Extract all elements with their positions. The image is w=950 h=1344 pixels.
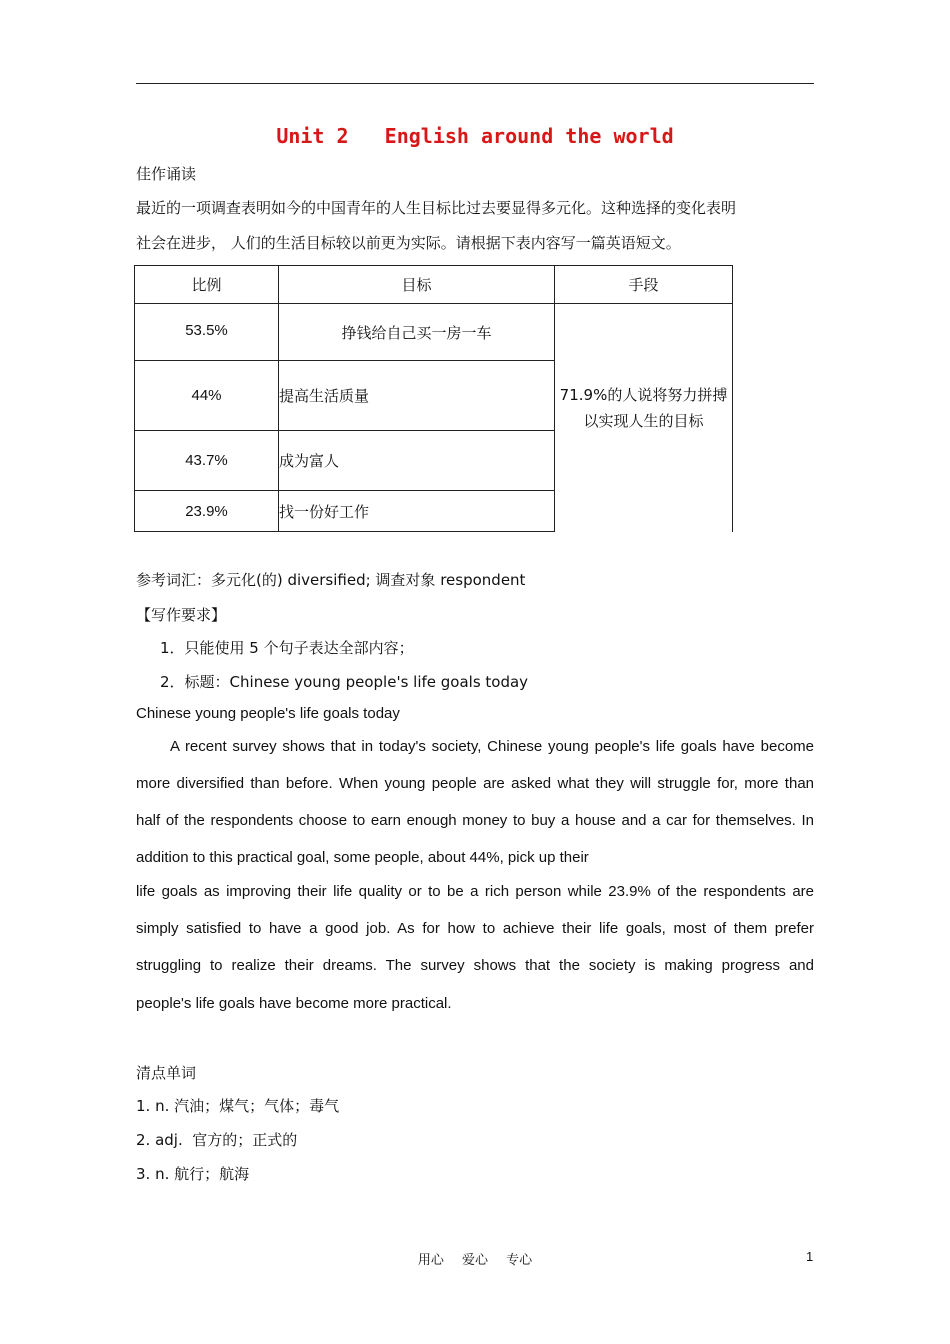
page-number: 1 — [806, 1249, 814, 1264]
essay-line-1: A recent survey shows that in today's society, Chinese young people's life goals have become — [170, 738, 814, 755]
essay-line-8: people's life goals have become more practical. — [136, 995, 452, 1012]
table-row — [135, 304, 733, 361]
requirement-2: 2．标题：Chinese young people's life goals today — [160, 673, 529, 691]
essay-line-5: life goals as improving their life quality or to be a rich person while 23.9% of the respondents are — [136, 883, 814, 900]
goal-cell: 挣钱给自己买一房一车 — [279, 304, 555, 361]
intro-line-1: 最近的一项调查表明如今的中国青年的人生目标比过去要显得多元化。这种选择的变化表明 — [136, 199, 737, 217]
footer-text: 用心 爱心 专心 — [417, 1253, 533, 1268]
essay-line-3: half of the respondents choose to earn enough money to buy a house and a car for themselves. In — [136, 812, 814, 829]
word-item-3: 3. n. 航行；航海 — [136, 1165, 250, 1183]
method-cell — [555, 304, 733, 532]
requirement-1: 1．只能使用 5 个句子表达全部内容； — [160, 639, 414, 657]
method-line-2: 以实现人生的目标 — [583, 411, 704, 430]
word-section-label: 清点单词 — [136, 1064, 197, 1082]
essay-title: Chinese young people's life goals today — [136, 705, 400, 722]
page-title: Unit 2 English around the world — [276, 124, 674, 148]
method-line-1: 71.9%的人说将努力拼搏 — [559, 385, 728, 404]
requirements-label: 【写作要求】 — [136, 606, 227, 624]
essay-line-6: simply satisfied to have a good job. As for how to achieve their life goals, most of them prefer — [136, 920, 814, 937]
goal-cell: 成为富人 — [279, 431, 555, 491]
ratio-cell: 43.7% — [135, 431, 279, 491]
essay-line-7: struggling to realize their dreams. The survey shows that the society is making progress and — [136, 957, 814, 974]
intro-line-2: 社会在进步， 人们的生活目标较以前更为实际。请根据下表内容写一篇英语短文。 — [136, 234, 681, 252]
goal-cell: 找一份好工作 — [279, 491, 555, 532]
essay-line-4: addition to this practical goal, some people, about 44%, pick up their — [136, 849, 589, 866]
header-goal: 目标 — [279, 266, 555, 304]
word-item-1: 1. n. 汽油；煤气；气体；毒气 — [136, 1097, 340, 1115]
section-label: 佳作诵读 — [136, 165, 197, 183]
goal-cell: 提高生活质量 — [279, 361, 555, 431]
header-ratio: 比例 — [135, 266, 279, 304]
ratio-cell: 53.5% — [135, 304, 279, 361]
header-rule — [136, 83, 814, 84]
ratio-cell: 23.9% — [135, 491, 279, 532]
header-method: 手段 — [555, 266, 733, 304]
ratio-cell: 44% — [135, 361, 279, 431]
vocab-line: 参考词汇：多元化(的) diversified; 调查对象 respondent — [136, 571, 526, 589]
goals-table — [134, 265, 733, 532]
essay-line-2: more diversified than before. When young people are asked what they will struggle for, more than — [136, 775, 814, 792]
word-item-2: 2. adj. 官方的；正式的 — [136, 1131, 298, 1149]
